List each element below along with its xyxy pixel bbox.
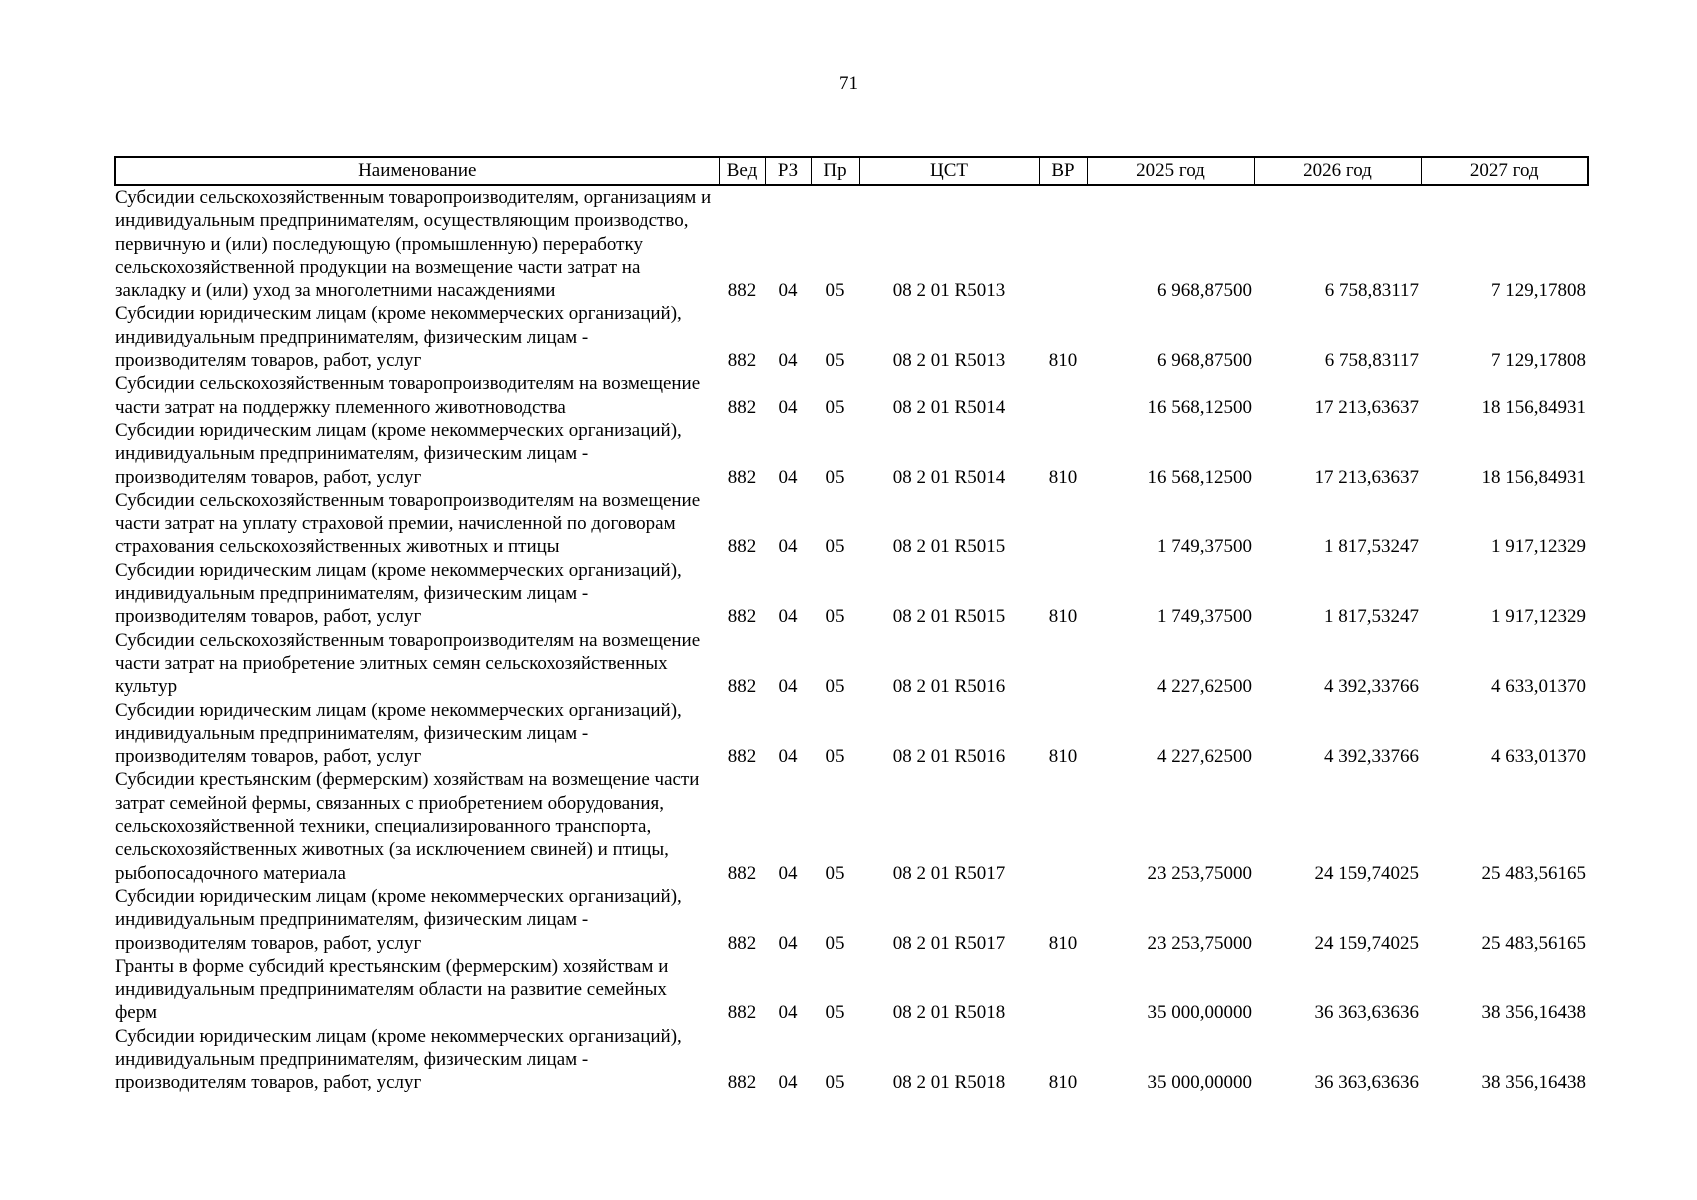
table-body xyxy=(115,185,1588,1095)
header-vr: ВР xyxy=(1039,157,1087,185)
cell-2025: 23 253,75000 xyxy=(1147,862,1252,884)
cell-rz: 04 xyxy=(778,746,798,768)
cell-ved: 882 xyxy=(727,606,757,628)
table-row xyxy=(115,1025,1588,1095)
cell-rz: 04 xyxy=(778,396,798,418)
cell-pr: 05 xyxy=(825,396,845,418)
cell-name: Субсидии юридическим лицам (кроме некоммерческих организаций), индивидуальным предпринимателям, физическим лицам - производителям товаров, работ, услуг xyxy=(115,699,682,768)
cell-pr: 05 xyxy=(825,1072,845,1094)
cell-pr: 05 xyxy=(825,466,845,488)
table-row xyxy=(115,768,1588,884)
cell-2025: 1 749,37500 xyxy=(1157,606,1252,628)
cell-ved: 882 xyxy=(727,536,757,558)
cell-rz: 04 xyxy=(778,1072,798,1094)
cell-2027: 1 917,12329 xyxy=(1491,536,1586,558)
cell-ved: 882 xyxy=(727,466,757,488)
cell-cst: 08 2 01 R5014 xyxy=(892,466,1006,488)
cell-2027: 38 356,16438 xyxy=(1481,1002,1586,1024)
cell-name: Гранты в форме субсидий крестьянским (фермерским) хозяйствам и индивидуальным предпринимателям области на развитие семейных ферм xyxy=(115,955,669,1024)
cell-2025: 4 227,62500 xyxy=(1157,746,1252,768)
cell-2026: 1 817,53247 xyxy=(1324,606,1419,628)
cell-2027: 7 129,17808 xyxy=(1491,280,1586,302)
cell-vr xyxy=(1039,955,1087,1025)
cell-name: Субсидии юридическим лицам (кроме некоммерческих организаций), индивидуальным предпринимателям, физическим лицам - производителям товаров, работ, услуг xyxy=(115,1025,682,1094)
cell-cst: 08 2 01 R5018 xyxy=(892,1072,1006,1094)
cell-name: Субсидии сельскохозяйственным товаропроизводителям на возмещение части затрат на уплату страховой премии, начисленной по договорам страхования сельскохозяйственных животных и птицы xyxy=(115,489,701,558)
table-row xyxy=(115,955,1588,1025)
cell-2025: 16 568,12500 xyxy=(1147,396,1252,418)
cell-pr: 05 xyxy=(825,536,845,558)
cell-ved: 882 xyxy=(727,1072,757,1094)
cell-2025: 23 253,75000 xyxy=(1147,932,1252,954)
cell-ved: 882 xyxy=(727,396,757,418)
header-row xyxy=(115,157,1588,185)
cell-2025: 35 000,00000 xyxy=(1147,1002,1252,1024)
cell-ved: 882 xyxy=(727,862,757,884)
header-cst: ЦСТ xyxy=(859,157,1039,185)
cell-ved: 882 xyxy=(727,1002,757,1024)
table-row xyxy=(115,559,1588,629)
cell-vr: 810 xyxy=(1048,932,1078,954)
cell-2026: 36 363,63636 xyxy=(1314,1072,1419,1094)
header-pr: Пр xyxy=(811,157,859,185)
table-row xyxy=(115,302,1588,372)
cell-vr: 810 xyxy=(1048,466,1078,488)
cell-name: Субсидии юридическим лицам (кроме некоммерческих организаций), индивидуальным предпринимателям, физическим лицам - производителям товаров, работ, услуг xyxy=(115,559,682,628)
cell-vr xyxy=(1039,372,1087,419)
cell-rz: 04 xyxy=(778,536,798,558)
table-row xyxy=(115,699,1588,769)
cell-vr: 810 xyxy=(1048,746,1078,768)
cell-ved: 882 xyxy=(727,350,757,372)
cell-vr xyxy=(1039,185,1087,302)
cell-2027: 4 633,01370 xyxy=(1491,746,1586,768)
cell-rz: 04 xyxy=(778,932,798,954)
cell-rz: 04 xyxy=(778,606,798,628)
cell-ved: 882 xyxy=(727,932,757,954)
cell-vr xyxy=(1039,768,1087,884)
cell-2026: 17 213,63637 xyxy=(1314,466,1419,488)
cell-vr: 810 xyxy=(1048,606,1078,628)
table-row xyxy=(115,419,1588,489)
budget-table xyxy=(114,156,1589,1095)
cell-2026: 36 363,63636 xyxy=(1314,1002,1419,1024)
cell-2027: 18 156,84931 xyxy=(1481,396,1586,418)
cell-2025: 35 000,00000 xyxy=(1147,1072,1252,1094)
cell-vr xyxy=(1039,489,1087,559)
header-2027: 2027 год xyxy=(1421,157,1588,185)
cell-2026: 6 758,83117 xyxy=(1324,280,1419,302)
cell-2027: 7 129,17808 xyxy=(1491,350,1586,372)
page-number: 71 xyxy=(839,73,858,94)
header-ved: Вед xyxy=(719,157,765,185)
cell-name: Субсидии юридическим лицам (кроме некоммерческих организаций), индивидуальным предпринимателям, физическим лицам - производителям товаров, работ, услуг xyxy=(115,885,682,954)
cell-2027: 18 156,84931 xyxy=(1481,466,1586,488)
cell-cst: 08 2 01 R5017 xyxy=(892,862,1006,884)
cell-cst: 08 2 01 R5017 xyxy=(892,932,1006,954)
table-row xyxy=(115,885,1588,955)
cell-vr xyxy=(1039,629,1087,699)
table-row xyxy=(115,372,1588,419)
cell-2025: 4 227,62500 xyxy=(1157,676,1252,698)
header-rz: РЗ xyxy=(765,157,811,185)
cell-2026: 24 159,74025 xyxy=(1314,862,1419,884)
cell-name: Субсидии крестьянским (фермерским) хозяйствам на возмещение части затрат семейной фермы, связанных с приобретением оборудования, сельскохозяйственной техники, специализированного транспорта, сельскохозяйственных животных (за исключением свиней) и птицы, рыбопосадочного материала xyxy=(115,769,700,884)
cell-cst: 08 2 01 R5013 xyxy=(892,350,1006,372)
cell-rz: 04 xyxy=(778,862,798,884)
cell-2026: 4 392,33766 xyxy=(1324,676,1419,698)
cell-vr: 810 xyxy=(1048,350,1078,372)
cell-cst: 08 2 01 R5018 xyxy=(892,1002,1006,1024)
cell-rz: 04 xyxy=(778,350,798,372)
header-2026: 2026 год xyxy=(1254,157,1421,185)
table-row xyxy=(115,489,1588,559)
cell-cst: 08 2 01 R5014 xyxy=(892,396,1006,418)
cell-2026: 1 817,53247 xyxy=(1324,536,1419,558)
cell-2027: 38 356,16438 xyxy=(1481,1072,1586,1094)
cell-2026: 24 159,74025 xyxy=(1314,932,1419,954)
cell-2027: 25 483,56165 xyxy=(1481,932,1586,954)
cell-name: Субсидии сельскохозяйственным товаропроизводителям на возмещение части затрат на поддержку племенного животноводства xyxy=(115,373,701,418)
cell-pr: 05 xyxy=(825,746,845,768)
table-row xyxy=(115,629,1588,699)
cell-rz: 04 xyxy=(778,676,798,698)
cell-name: Субсидии юридическим лицам (кроме некоммерческих организаций), индивидуальным предпринимателям, физическим лицам - производителям товаров, работ, услуг xyxy=(115,303,682,372)
cell-cst: 08 2 01 R5015 xyxy=(892,606,1006,628)
cell-name: Субсидии сельскохозяйственным товаропроизводителям, организациям и индивидуальным предпринимателям, осуществляющим производство, первичную и (или) последующую (промышленную) переработку сельскохозяйственной продукции на возмещение части затрат на закладку и (или) уход за многолетними насаждениями xyxy=(115,187,712,302)
cell-ved: 882 xyxy=(727,280,757,302)
header-2025: 2025 год xyxy=(1087,157,1254,185)
cell-rz: 04 xyxy=(778,1002,798,1024)
cell-rz: 04 xyxy=(778,466,798,488)
cell-2027: 1 917,12329 xyxy=(1491,606,1586,628)
cell-cst: 08 2 01 R5015 xyxy=(892,536,1006,558)
cell-2026: 4 392,33766 xyxy=(1324,746,1419,768)
cell-rz: 04 xyxy=(778,280,798,302)
cell-pr: 05 xyxy=(825,676,845,698)
cell-2027: 25 483,56165 xyxy=(1481,862,1586,884)
cell-2027: 4 633,01370 xyxy=(1491,676,1586,698)
table-header xyxy=(115,157,1588,185)
cell-cst: 08 2 01 R5016 xyxy=(892,746,1006,768)
cell-2026: 6 758,83117 xyxy=(1324,350,1419,372)
cell-pr: 05 xyxy=(825,1002,845,1024)
cell-cst: 08 2 01 R5016 xyxy=(892,676,1006,698)
cell-name: Субсидии сельскохозяйственным товаропроизводителям на возмещение части затрат на приобретение элитных семян сельскохозяйственных культур xyxy=(115,629,701,698)
cell-pr: 05 xyxy=(825,606,845,628)
cell-pr: 05 xyxy=(825,862,845,884)
cell-pr: 05 xyxy=(825,350,845,372)
cell-2025: 6 968,87500 xyxy=(1157,280,1252,302)
cell-2025: 1 749,37500 xyxy=(1157,536,1252,558)
cell-2025: 16 568,12500 xyxy=(1147,466,1252,488)
cell-ved: 882 xyxy=(727,746,757,768)
header-name: Наименование xyxy=(115,157,719,185)
cell-2025: 6 968,87500 xyxy=(1157,350,1252,372)
cell-pr: 05 xyxy=(825,932,845,954)
cell-pr: 05 xyxy=(825,280,845,302)
cell-cst: 08 2 01 R5013 xyxy=(892,280,1006,302)
cell-2026: 17 213,63637 xyxy=(1314,396,1419,418)
table-row xyxy=(115,185,1588,302)
cell-name: Субсидии юридическим лицам (кроме некоммерческих организаций), индивидуальным предпринимателям, физическим лицам - производителям товаров, работ, услуг xyxy=(115,419,682,488)
cell-ved: 882 xyxy=(727,676,757,698)
cell-vr: 810 xyxy=(1048,1072,1078,1094)
